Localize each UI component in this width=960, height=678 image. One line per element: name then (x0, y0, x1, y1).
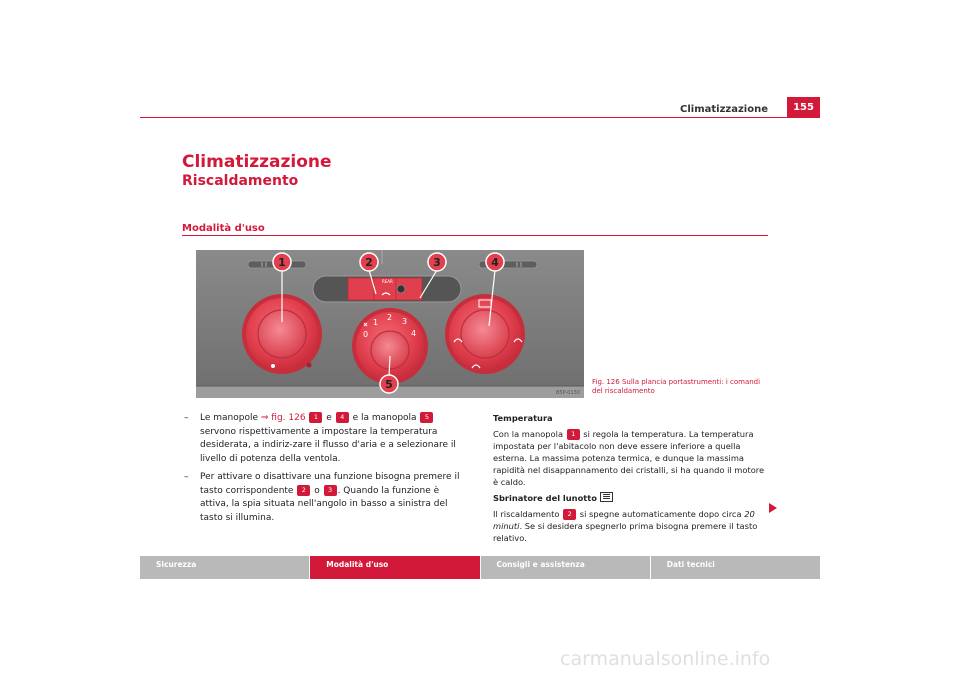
header-rule (140, 117, 820, 118)
callout-2 (360, 253, 378, 271)
callout-badge: 3 (324, 485, 337, 496)
chapter-title: Climatizzazione (182, 152, 332, 172)
rear-window-defrost-icon (600, 492, 613, 502)
callout-badge: 1 (567, 429, 580, 440)
callout-4 (486, 253, 504, 271)
tab-modalita-uso[interactable]: Modalità d'uso (310, 556, 479, 579)
fan-label-3: 3 (402, 317, 408, 326)
continue-arrow-icon[interactable] (769, 503, 777, 513)
callout-badge: 4 (336, 412, 349, 423)
figure-caption: Fig. 126 Sulla plancia portastrumenti: i comandi del riscaldamento (592, 378, 761, 395)
svg-text:3: 3 (433, 256, 441, 269)
tab-consigli-assistenza[interactable]: Consigli e assistenza (481, 556, 650, 579)
figure-reference-link[interactable]: ⇒ fig. 126 (260, 413, 306, 423)
page-number: 155 (787, 97, 820, 117)
svg-text:4: 4 (491, 256, 499, 269)
rear-defroster-paragraph: Il riscaldamento 2 si spegne automaticamente dopo circa 20 minuti. Se si desidera spegnerlo prima bisogna premere il tasto relativo. (493, 509, 758, 543)
temperature-paragraph: Con la manopola 1 si regola la temperatura. La temperatura impostata per l'abitacolo non deve essere inferiore a quella esterna. La massima potenza termica, e dunque la massima rapidità nel disappannamento dei cristalli, si ha quando il motore è caldo. (493, 429, 765, 487)
temperature-subheading: Temperatura (493, 413, 553, 423)
right-column (493, 412, 769, 548)
rear-defroster-subheading: Sbrinatore del lunotto (493, 492, 769, 504)
callout-5 (380, 375, 398, 393)
instruction-item: – Per attivare o disattivare una funzione bisogna premere il tasto corrispondente 2 o 3 . Quando la funzione è attiva, la spia situata nell'angolo in basso a sinistra del tasto si illumina. (184, 472, 460, 523)
defrost-button-led (397, 285, 405, 293)
section-title: Riscaldamento (182, 173, 299, 189)
svg-text:2: 2 (365, 256, 373, 269)
svg-text:REAR: REAR (382, 279, 393, 284)
fan-label-0: 0 (363, 330, 369, 339)
callout-3 (428, 253, 446, 271)
heating-controls-figure (196, 250, 584, 398)
instruction-list (184, 412, 470, 530)
callout-badge: 2 (297, 485, 310, 496)
callout-badge: 5 (420, 412, 433, 423)
running-header-title: Climatizzazione (680, 104, 768, 115)
figure-code: B5P-0130 (555, 390, 580, 396)
subsection-title: Modalità d'uso (182, 223, 265, 234)
callout-badge: 2 (563, 509, 576, 520)
watermark: carmanualsonline.info (560, 648, 771, 670)
callout-badge: 1 (309, 412, 322, 423)
tab-dati-tecnici[interactable]: Dati tecnici (651, 556, 820, 579)
instruction-item: – Le manopole ⇒ fig. 126 1 e 4 e la manopola 5 servono rispettivamente a impostare la temperatura desiderata, a indiriz-zare il flusso d'aria e a selezionare il livello di potenza della ventola. (184, 413, 456, 464)
tab-sicurezza[interactable]: Sicurezza (140, 556, 309, 579)
fan-label-1: 1 (373, 318, 379, 327)
subsection-rule (182, 235, 768, 236)
fan-label-4: 4 (411, 329, 417, 338)
svg-text:1: 1 (278, 256, 286, 269)
footer-nav (140, 556, 820, 579)
svg-text:5: 5 (385, 378, 393, 391)
fan-label-2: 2 (387, 313, 393, 322)
callout-1 (273, 253, 291, 271)
